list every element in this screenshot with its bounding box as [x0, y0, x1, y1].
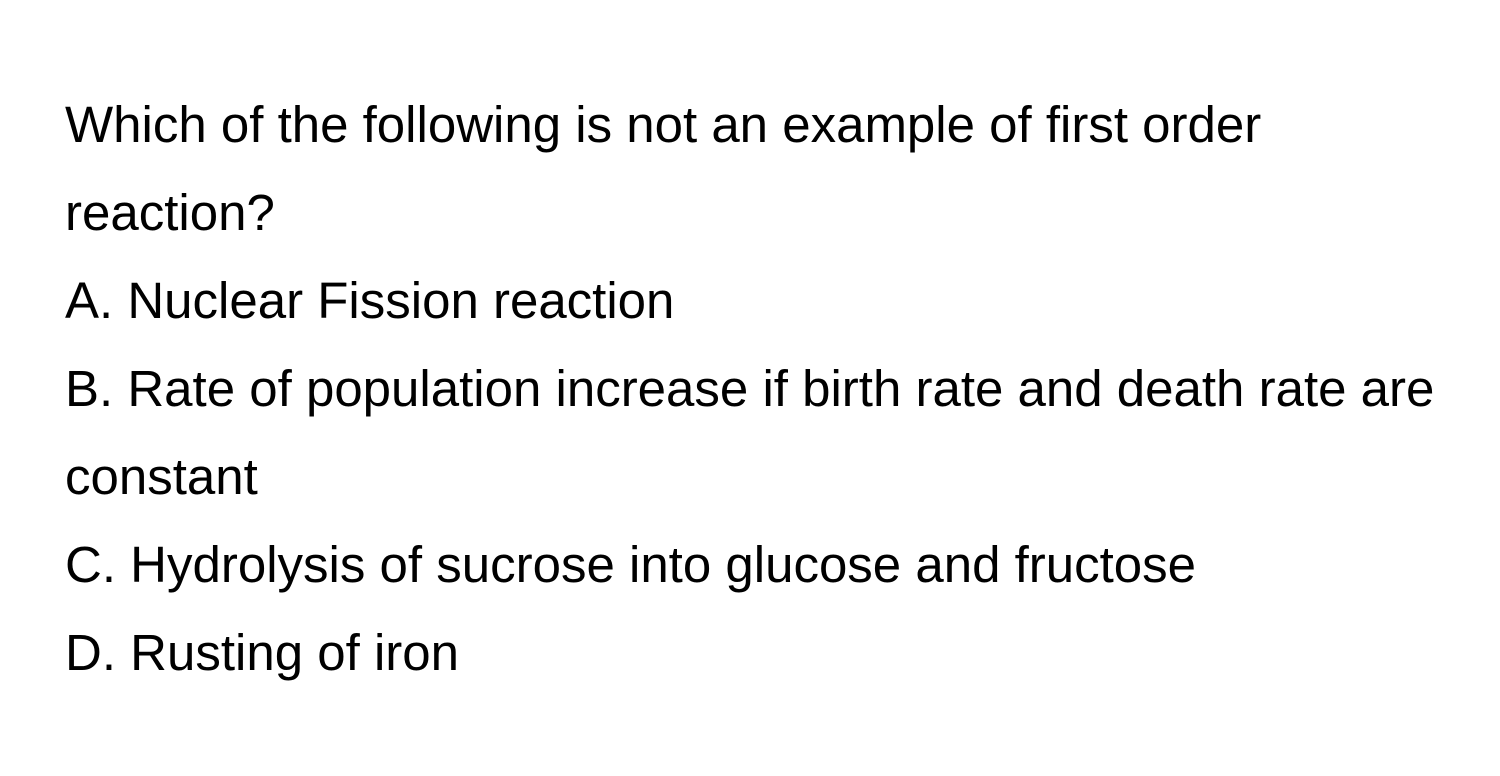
option-c: C. Hydrolysis of sucrose into glucose and fructose [65, 536, 1197, 593]
option-a: A. Nuclear Fission reaction [65, 272, 675, 329]
option-d: D. Rusting of iron [65, 624, 460, 681]
option-b: B. Rate of population increase if birth rate and death rate are constant [65, 360, 1435, 505]
question-block [65, 81, 1465, 697]
question-text: Which of the following is not an example of first order reaction? [65, 96, 1262, 241]
